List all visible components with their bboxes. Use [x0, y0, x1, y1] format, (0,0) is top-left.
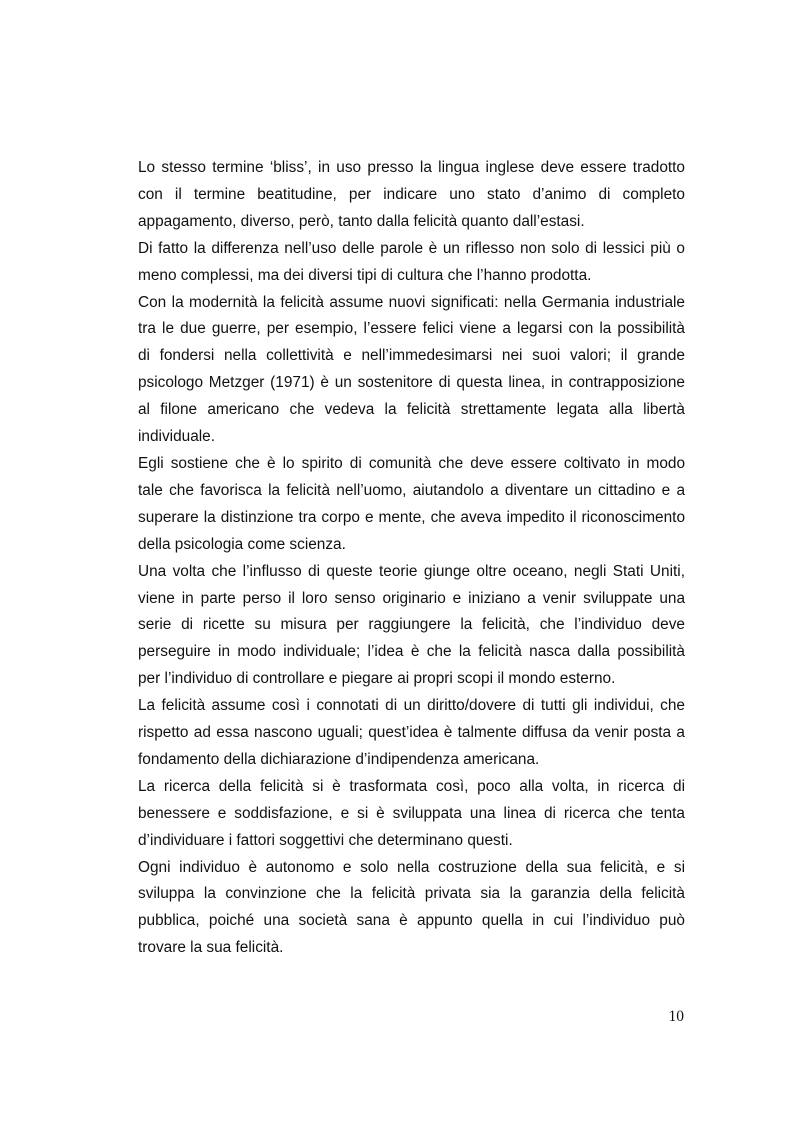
text-line: Di fatto la differenza nell’uso delle parole è un riflesso non solo di lessici più o — [138, 239, 685, 257]
text-line: benessere e soddisfazione, e si è sviluppata una linea di ricerca che tenta — [138, 804, 685, 822]
text-line: perseguire in modo individuale; l’idea è che la felicità nasca dalla possibilità — [138, 643, 685, 661]
text-line: fondamento della dichiarazione d’indipendenza americana. — [138, 750, 540, 768]
text-line: La felicità assume così i connotati di un diritto/dovere di tutti gli individui, che — [138, 697, 685, 715]
text-line: psicologo Metzger (1971) è un sostenitore di questa linea, in contrapposizione — [138, 374, 685, 392]
text-line: rispetto ad essa nascono uguali; quest’idea è talmente diffusa da venir posta a — [138, 724, 685, 742]
text-line: serie di ricette su misura per raggiungere la felicità, che l’individuo deve — [138, 616, 685, 634]
text-line: con il termine beatitudine, per indicare uno stato d’animo di completo — [138, 185, 685, 203]
paragraph — [138, 155, 685, 236]
text-line: tra le due guerre, per esempio, l’essere felici viene a legarsi con la possibilità — [138, 320, 685, 338]
text-line: Lo stesso termine ‘bliss’, in uso presso la lingua inglese deve essere tradotto — [138, 159, 685, 176]
text-line: per l’individuo di controllare e piegare ai propri scopi il mondo esterno. — [138, 670, 616, 688]
text-line: superare la distinzione tra corpo e mente, che aveva impedito il riconoscimento — [138, 508, 685, 526]
text-line: Con la modernità la felicità assume nuovi significati: nella Germania industriale — [138, 293, 685, 311]
text-line: Egli sostiene che è lo spirito di comunità che deve essere coltivato in modo — [138, 454, 685, 472]
text-line: sviluppa la convinzione che la felicità privata sia la garanzia della felicità — [138, 885, 685, 903]
text-line: pubblica, poiché una società sana è appunto quella in cui l’individuo può — [138, 912, 685, 930]
text-line: appagamento, diverso, però, tanto dalla felicità quanto dall’estasi. — [138, 212, 585, 230]
paragraph — [138, 559, 685, 694]
text-line: Una volta che l’influsso di queste teorie giunge oltre oceano, negli Stati Uniti, — [138, 562, 685, 580]
body-text — [138, 155, 685, 962]
paragraph — [138, 855, 685, 963]
text-line: tale che favorisca la felicità nell’uomo, aiutandolo a diventare un cittadino e a — [138, 481, 685, 499]
paragraph — [138, 290, 685, 451]
text-line: Ogni individuo è autonomo e solo nella costruzione della sua felicità, e si — [138, 858, 685, 876]
text-line: viene in parte perso il loro senso originario e iniziano a venir sviluppate una — [138, 589, 685, 607]
paragraph — [138, 774, 685, 855]
page-number: 10 — [668, 1008, 684, 1025]
text-line: individuale. — [138, 428, 216, 446]
text-line: La ricerca della felicità si è trasformata così, poco alla volta, in ricerca di — [138, 777, 685, 795]
paragraph — [138, 451, 685, 559]
text-line: della psicologia come scienza. — [138, 535, 346, 553]
text-line: al filone americano che vedeva la felicità strettamente legata alla libertà — [138, 401, 685, 419]
paragraph — [138, 236, 685, 290]
paragraph — [138, 693, 685, 774]
text-line: d’individuare i fattori soggettivi che determinano questi. — [138, 831, 513, 849]
text-line: meno complessi, ma dei diversi tipi di cultura che l’hanno prodotta. — [138, 266, 592, 284]
text-line: trovare la sua felicità. — [138, 939, 284, 957]
text-line: di fondersi nella collettività e nell’immedesimarsi nei suoi valori; il grande — [138, 347, 685, 365]
